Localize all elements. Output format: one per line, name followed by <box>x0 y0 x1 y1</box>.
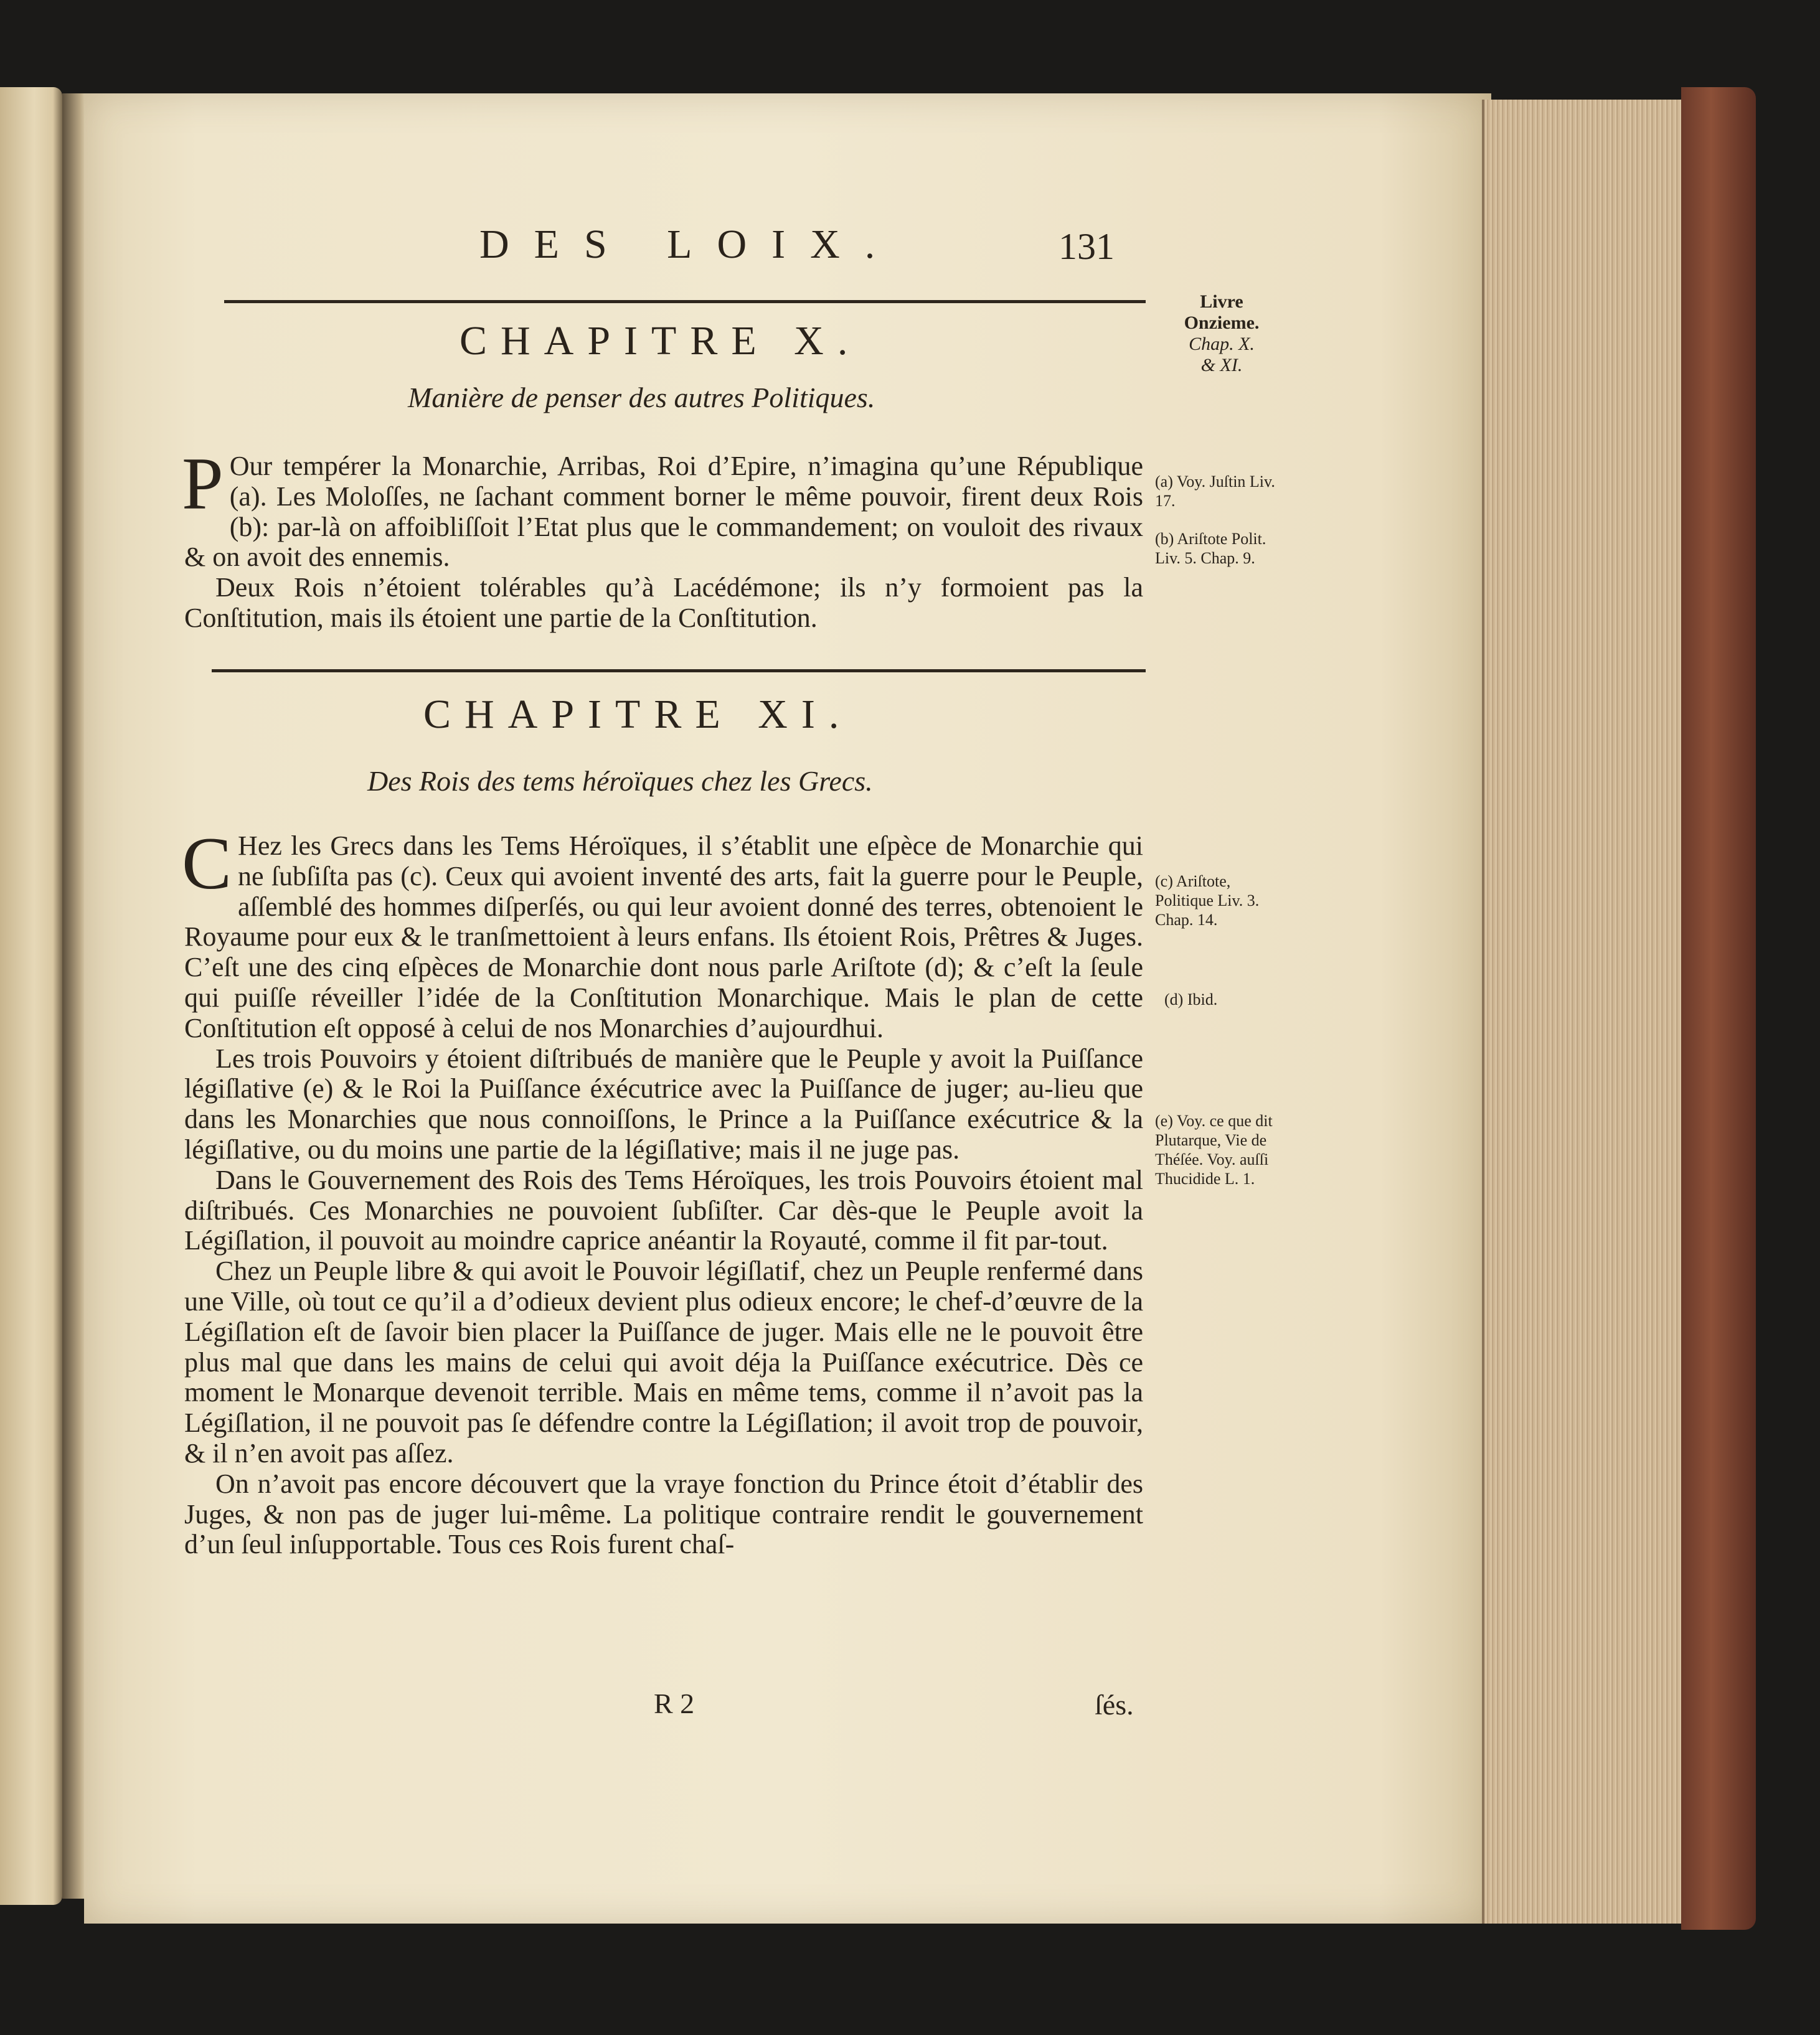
book-cover <box>1681 87 1756 1930</box>
left-page-edge <box>0 87 62 1905</box>
chapter-11-text <box>182 822 1143 1560</box>
catchword: ſés. <box>1095 1689 1134 1721</box>
note-d: (d) Ibid. <box>1164 990 1218 1008</box>
chapter-10-text <box>182 442 1143 634</box>
chapter-11-paragraph-4: Chez un Peuple libre & qui avoit le Pouvoir légiſlatif, chez un Peuple renfermé dans une Ville, où tout ce qu’il a d’odieux devient plus odieux encore; le chef-d’œuvre de la Légiſlation eſt de ſavoir bien placer la Puiſſance de juger. Mais elle ne le pouvoit être plus mal que dans les mains de celui qui avoit déja la Puiſſance exécutrice. Dès ce moment le Monarque devenoit terrible. Mais en même tems, comme il n’avoit pas la Légiſlation, il ne pouvoit pas ſe défendre contre la Légiſlation; il avoit trop de pouvoir, & il n’en avoit pas aſſez. <box>184 1256 1143 1469</box>
note-e: (e) Voy. ce que dit Plutarque, Vie de Théſée. Voy. auſſi Thucidide L. 1. <box>1155 1112 1273 1188</box>
chapter-11-heading: CHAPITRE XI. <box>423 692 853 737</box>
running-head: DES LOIX. <box>479 222 900 267</box>
note-a: (a) Voy. Juſtin Liv. 17. <box>1155 472 1275 510</box>
chapter-11-subtitle: Des Rois des tems héroïques chez les Grecs. <box>367 765 873 797</box>
note-b: (b) Ariſtote Polit. Liv. 5. Chap. 9. <box>1155 530 1266 567</box>
drop-cap-p: P <box>182 442 224 525</box>
chapter-11-paragraph-2: Les trois Pouvoirs y étoient diſtribués de manière que le Peuple y avoit la Puiſſance légiſlative (e) & le Roi la Puiſſance éxécutrice avec la Puiſſance de juger; au-lieu que dans les Monarchies que nous connoiſſons, le Prince a la Puiſſance exécutrice & la légiſlative, ou du moins une partie de la légiſlative; mais il ne juge pas. <box>184 1043 1143 1165</box>
chapter-10-paragraph-2: Deux Rois n’étoient tolérables qu’à Lacédémone; ils n’y formoient pas la Conſtitution, mais ils étoient une partie de la Conſtitution. <box>184 572 1143 633</box>
chapter-11-paragraph-3: Dans le Gouvernement des Rois des Tems Héroïques, les trois Pouvoirs étoient mal diſtribués. Ces Monarchies ne pouvoient ſubſiſter. Car dès-que le Peuple avoit la Légiſlation, il pouvoit au moindre caprice anéantir la Royauté, comme il fit par-tout. <box>184 1164 1143 1256</box>
side-note-livre: Livre <box>1200 291 1243 312</box>
chapter-11-paragraph-1 <box>182 822 1143 1044</box>
signature-mark: R 2 <box>654 1688 695 1719</box>
note-c: (c) Ariſtote, Politique Liv. 3. Chap. 14. <box>1155 872 1260 929</box>
rule-middle <box>212 669 1146 672</box>
chapter-10-subtitle: Manière de penser des autres Politiques. <box>408 382 875 413</box>
chapter-10-para1-text: Our tempérer la Monarchie, Arribas, Roi d’Epire, n’imagina qu’une République (a). Les Moloſſes, ne ſachant comment borner le même pouvoir, firent deux Rois (b): par-là on affoibliſſoit l’Etat plus que le commandement; on vouloit des rivaux & on avoit des ennemis. <box>184 451 1143 573</box>
page-edges <box>1482 100 1690 1924</box>
side-note-onzieme: Onzieme. <box>1184 313 1260 333</box>
side-note-chap: Chap. X. <box>1189 334 1255 354</box>
chapter-10-heading: CHAPITRE X. <box>460 318 862 364</box>
side-note-chap-xi: & XI. <box>1200 355 1243 375</box>
chapter-10-paragraph-1 <box>182 442 1143 573</box>
page-number: 131 <box>1059 226 1115 267</box>
rule-top <box>224 300 1146 303</box>
chapter-11-para1-text: Hez les Grecs dans les Tems Héroïques, il s’établit une eſpèce de Monarchie qui ne ſubſiſta pas (c). Ceux qui avoient inventé des arts, fait la guerre pour le Peuple, aſſemblé des hommes diſperſés, ou qui leur avoient donné des terres, obtenoient le Royaume pour eux & le tranſmettoient à leurs enfans. Ils étoient Rois, Prêtres & Juges. C’eſt une des cinq eſpèces de Monarchie dont nous parle Ariſtote (d); & c’eſt la ſeule qui puiſſe réveiller l’idée de la Conſtitution Monarchique. Mais le plan de cette Conſtitution eſt opposé à celui de nos Monarchies d’aujourdhui. <box>184 830 1143 1043</box>
gutter <box>62 93 87 1899</box>
drop-cap-c: C <box>182 822 232 905</box>
side-note <box>1159 291 1284 376</box>
chapter-11-paragraph-5: On n’avoit pas encore découvert que la vraye fonction du Prince étoit d’établir des Juges, & non pas de juger lui-même. La politique contraire rendit le gouvernement d’un ſeul inſupportable. Tous ces Rois furent chaſ- <box>184 1468 1143 1560</box>
